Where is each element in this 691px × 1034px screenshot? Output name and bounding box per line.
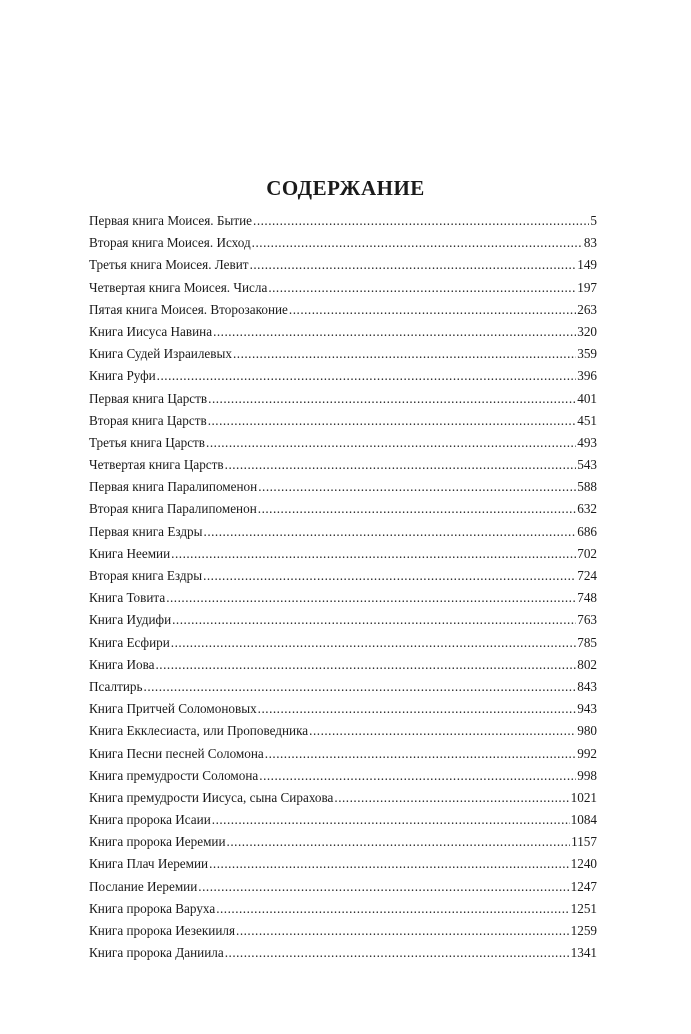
toc-entry-page-number: 843 [577,678,597,694]
toc-entry-title: Книга Есфири [89,634,170,650]
toc-entry-title: Первая книга Моисея. Бытие [89,213,253,228]
page-title: СОДЕРЖАНИЕ [266,176,425,201]
toc-entry [89,454,597,476]
toc-entry [89,920,597,942]
toc-entry-page-number: 686 [577,523,597,539]
toc-entry [89,365,597,387]
toc-entry-title: Книга премудрости Соломона [89,767,259,783]
toc-dot-leader [253,210,589,232]
toc-entry-title: Книга Иисуса Навина [89,323,213,339]
toc-dot-leader [203,565,576,587]
toc-entry-page-number: 802 [577,656,597,672]
toc-entry-title: Книга Неемии [89,545,171,561]
toc-dot-leader [213,321,576,343]
toc-entry [89,743,597,765]
toc-entry-title: Пятая книга Моисея. Второзаконие [89,301,288,317]
toc-dot-leader [227,831,571,853]
toc-entry [89,765,597,787]
toc-dot-leader [252,232,583,254]
toc-entry [89,632,597,654]
toc-dot-leader [171,543,576,565]
toc-entry [89,587,597,609]
toc-entry-page-number: 1021 [570,789,597,805]
toc-entry [89,876,597,898]
toc-entry-title: Вторая книга Моисея. Исход [89,235,251,251]
toc-entry [89,898,597,920]
toc-dot-leader [265,743,576,765]
toc-entry [89,232,597,254]
toc-entry [89,720,597,742]
toc-entry-page-number: 632 [577,501,597,517]
toc-entry-page-number: 1157 [571,834,597,850]
toc-dot-leader [156,654,577,676]
toc-entry-title: Книга пророка Даниила [89,945,224,961]
toc-dot-leader [289,299,576,321]
toc-entry [89,609,597,631]
toc-entry-title: Четвертая книга Моисея. Числа [89,279,268,295]
toc-entry-page-number: 980 [577,723,597,739]
toc-entry [89,410,597,432]
toc-entry-title: Четвертая книга Царств [89,457,224,473]
toc-entry-page-number: 785 [577,634,597,650]
toc-entry [89,254,597,276]
toc-entry-page-number: 359 [577,346,597,362]
toc-entry [89,543,597,565]
toc-entry-title: Третья книга Моисея. Левит [89,257,249,273]
toc-entry [89,476,597,498]
toc-entry-page-number: 588 [577,479,597,495]
toc-entry-page-number: 83 [583,235,597,251]
toc-entry-title: Вторая книга Ездры [89,568,203,583]
toc-entry-page-number: 763 [577,612,597,628]
toc-entry [89,498,597,520]
toc-entry-page-number: 197 [577,279,597,295]
toc-entry-page-number: 998 [577,767,597,783]
toc-dot-leader [334,787,569,809]
toc-dot-leader [225,454,577,476]
toc-entry [89,432,597,454]
toc-entry-title: Книга Иудифи [89,612,172,628]
toc-entry [89,654,597,676]
toc-dot-leader [206,432,576,454]
toc-entry-title: Книга Руфи [89,368,156,384]
toc-entry-title: Книга Судей Израилевых [89,346,232,362]
toc-dot-leader [198,876,569,898]
toc-dot-leader [225,942,570,964]
toc-dot-leader [212,809,570,831]
toc-entry [89,942,597,964]
toc-dot-leader [209,853,570,875]
toc-dot-leader [259,765,576,787]
toc-entry-page-number: 1247 [570,878,597,894]
toc-dot-leader [172,609,576,631]
toc-entry-page-number: 401 [577,390,597,406]
toc-entry [89,698,597,720]
toc-entry [89,565,597,587]
toc-entry-title: Вторая книга Паралипоменон [89,501,257,517]
toc-entry [89,809,597,831]
toc-entry-page-number: 943 [577,701,597,717]
toc-entry [89,853,597,875]
toc-dot-leader [208,410,577,432]
toc-entry-page-number: 992 [577,745,597,761]
toc-entry-title: Первая книга Ездры [89,523,203,539]
toc-entry-page-number: 1084 [570,812,597,828]
toc-entry-page-number: 320 [577,323,597,339]
toc-entry-title: Первая книга Паралипоменон [89,479,258,495]
toc-entry [89,388,597,410]
toc-dot-leader [258,476,576,498]
toc-entry-page-number: 1251 [570,900,597,916]
toc-entry [89,831,597,853]
toc-entry [89,277,597,299]
toc-entry-page-number: 702 [577,545,597,561]
toc-entry-page-number: 451 [577,412,597,428]
toc-dot-leader [268,277,576,299]
toc-entry-page-number: 1240 [570,856,597,872]
toc-entry-title: Послание Иеремии [89,878,198,894]
toc-dot-leader [258,498,576,520]
toc-entry-page-number: 1259 [570,923,597,938]
toc-dot-leader [250,254,577,276]
toc-entry [89,299,597,321]
toc-entry [89,343,597,365]
toc-entry-page-number: 149 [577,257,597,273]
toc-entry-page-number: 396 [577,368,597,384]
toc-entry-page-number: 493 [577,434,597,450]
toc-dot-leader [171,632,576,654]
toc-entry-title: Книга премудрости Иисуса, сына Сирахова [89,789,334,805]
toc-entry-title: Третья книга Царств [89,434,206,450]
toc-entry-title: Книга пророка Варуха [89,900,216,916]
toc-dot-leader [216,898,569,920]
toc-entry-title: Первая книга Царств [89,390,208,406]
toc-entry-title: Книга Песни песней Соломона [89,745,264,761]
toc-dot-leader [236,920,570,942]
toc-dot-leader [166,587,576,609]
toc-entry [89,676,597,698]
toc-entry-title: Книга Плач Иеремии [89,856,209,872]
toc-dot-leader [208,388,576,410]
toc-entry-page-number: 5 [590,213,597,228]
toc-dot-leader [258,698,577,720]
toc-entry [89,321,597,343]
toc-entry-page-number: 1341 [570,945,597,961]
toc-entry-title: Псалтирь [89,678,143,694]
toc-entry [89,210,597,232]
toc-entry-title: Книга пророка Исаии [89,812,211,828]
toc-entry-title: Книга пророка Иеремии [89,834,226,850]
toc-dot-leader [309,720,576,742]
toc-entry-page-number: 724 [577,568,597,583]
toc-entry-page-number: 748 [577,590,597,606]
toc-entry-title: Книга Товита [89,590,166,606]
toc-dot-leader [204,521,577,543]
table-of-contents [89,210,597,964]
toc-entry-page-number: 263 [577,301,597,317]
toc-dot-leader [157,365,577,387]
toc-entry [89,787,597,809]
toc-entry [89,521,597,543]
toc-entry-page-number: 543 [577,457,597,473]
toc-dot-leader [233,343,576,365]
toc-entry-title: Вторая книга Царств [89,412,207,428]
toc-entry-title: Книга Екклесиаста, или Проповедника [89,723,309,739]
toc-dot-leader [144,676,577,698]
toc-entry-title: Книга пророка Иезекииля [89,923,236,938]
toc-entry-title: Книга Иова [89,656,155,672]
toc-entry-title: Книга Притчей Соломоновых [89,701,257,717]
